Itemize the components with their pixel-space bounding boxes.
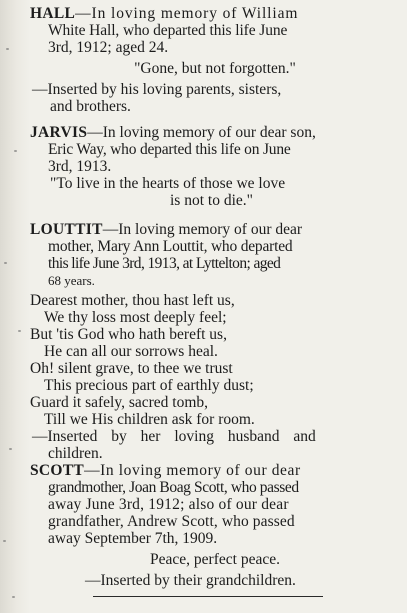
notice-line: grandfather, Andrew Scott, who passed <box>48 513 295 530</box>
quotation: Peace, perfect peace. <box>150 551 280 568</box>
notice-line: away September 7th, 1909. <box>48 530 218 547</box>
quotation: is not to die." <box>170 192 253 209</box>
notice-first-line: JARVIS—In loving memory of our dear son, <box>30 124 316 141</box>
print-speck <box>4 262 7 264</box>
notice-line: 3rd, 1912; aged 24. <box>48 39 169 56</box>
notice-scott <box>30 462 400 589</box>
page-margin <box>0 0 30 613</box>
print-speck <box>14 150 17 152</box>
print-speck <box>9 448 12 450</box>
print-speck <box>3 540 6 542</box>
print-speck <box>6 48 9 50</box>
verse-line: Till we His children ask for room. <box>44 411 255 428</box>
notice-line: away June 3rd, 1912; also of our dear <box>48 496 289 513</box>
verse-line: But 'tis God who hath bereft us, <box>30 326 227 343</box>
notice-hall <box>30 5 400 115</box>
notice-first-line: SCOTT—In loving memory of our dear <box>30 462 301 479</box>
verse-line: This precious part of earthly dust; <box>44 377 254 394</box>
notice-first-line: LOUTTIT—In loving memory of our dear <box>30 221 303 238</box>
closing-rule <box>93 596 323 597</box>
quotation: "To live in the hearts of those we love <box>50 175 286 192</box>
inserted-by: —Inserted by her loving husband and <box>32 428 316 445</box>
verse-line: He can all our sorrows heal. <box>44 343 218 360</box>
notice-line: 3rd, 1913. <box>48 158 112 175</box>
surname: HALL <box>30 5 76 22</box>
surname: SCOTT <box>30 462 85 479</box>
quotation: "Gone, but not forgotten." <box>134 60 296 77</box>
notice-jarvis <box>30 124 400 209</box>
surname: JARVIS <box>30 124 88 141</box>
notice-line: Eric Way, who departed this life on June <box>48 141 291 158</box>
notice-line: White Hall, who departed this life June <box>48 22 288 39</box>
inserted-by: and brothers. <box>50 98 131 115</box>
inserted-by: children. <box>48 445 103 462</box>
notice-line: 68 years. <box>48 273 95 288</box>
verse-line: Dearest mother, thou hast left us, <box>30 292 235 309</box>
verse-line: Oh! silent grave, to thee we trust <box>30 360 233 377</box>
notice-line: mother, Mary Ann Louttit, who departed <box>48 238 293 255</box>
notice-louttit <box>30 221 400 462</box>
inserted-by: —Inserted by his loving parents, sisters, <box>32 81 282 98</box>
print-speck <box>18 330 21 332</box>
surname: LOUTTIT <box>30 221 103 238</box>
verse-line: Guard it safely, sacred tomb, <box>30 394 209 411</box>
notice-line: grandmother, Joan Boag Scott, who passed <box>48 479 299 496</box>
notice-line: this life June 3rd, 1913, at Lyttelton; aged <box>48 255 281 272</box>
print-speck <box>12 596 15 598</box>
verse-line: We thy loss most deeply feel; <box>44 309 227 326</box>
memorial-verse <box>30 292 400 428</box>
notice-first-line: HALL—In loving memory of William <box>30 5 299 22</box>
inserted-by: —Inserted by their grandchildren. <box>85 572 296 589</box>
